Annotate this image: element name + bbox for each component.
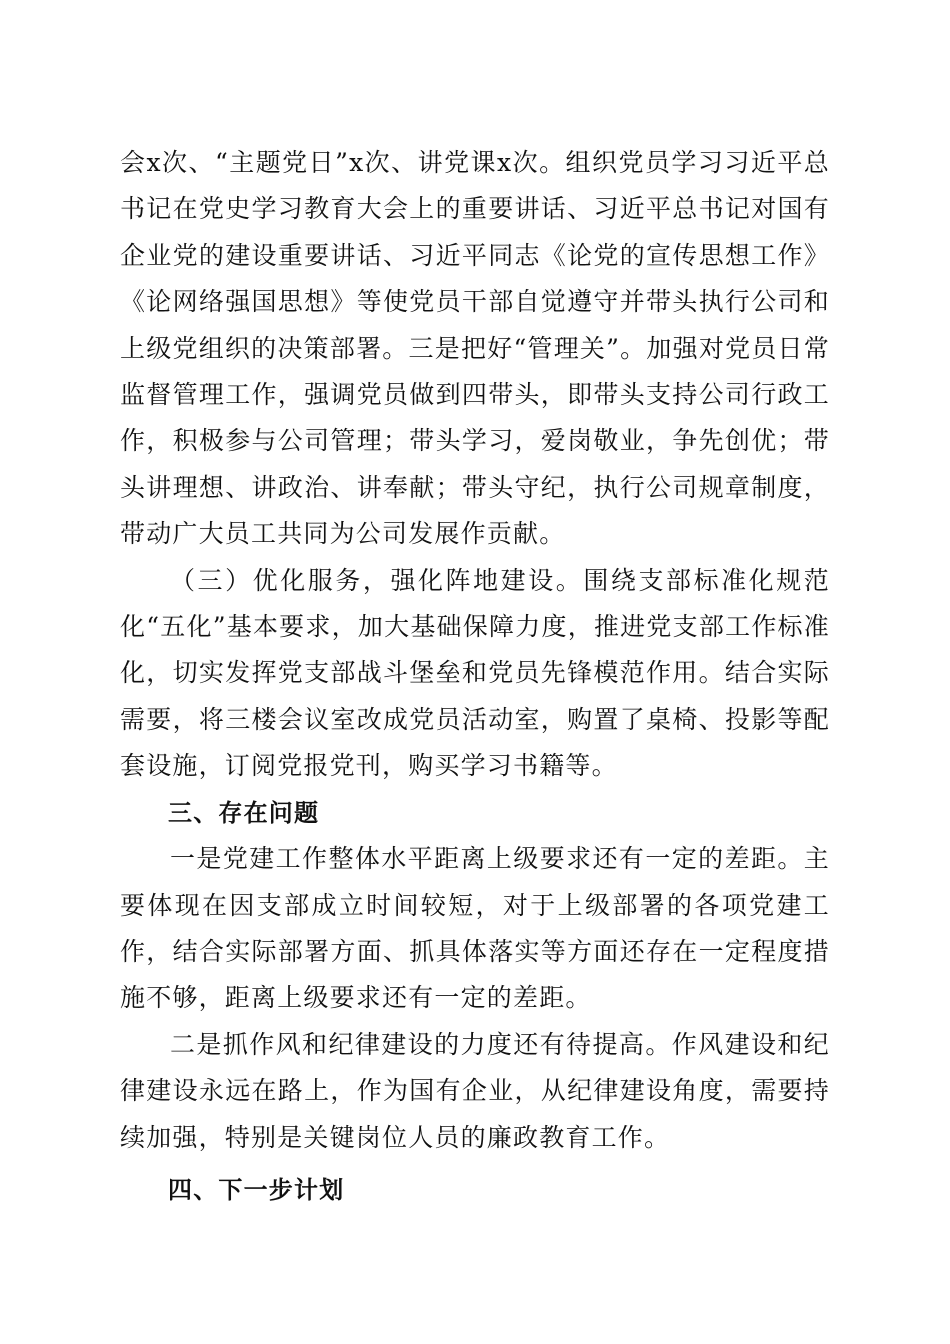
paragraph-optimize-service: （三）优化服务，强化阵地建设。围绕支部标准化规范化“五化”基本要求，加大基础保障力度，推进党支部工作标准化，切实发挥党支部战斗堡垒和党员先锋模范作用。结合实际需要，将三楼会议室改成党员活动室，购置了桌椅、投影等配套设施，订阅党报党刊，购买学习书籍等。 <box>120 565 830 781</box>
paragraph-problem-one: 一是党建工作整体水平距离上级要求还有一定的差距。主要体现在因支部成立时间较短，对于上级部署的各项党建工作，结合实际部署方面、抓具体落实等方面还存在一定程度措施不够，距离上级要求还有一定的差距。 <box>120 844 830 1013</box>
paragraph-problem-two: 二是抓作风和纪律建设的力度还有待提高。作风建设和纪律建设永远在路上，作为国有企业，从纪律建设角度，需要持续加强，特别是关键岗位人员的廉政教育工作。 <box>120 1029 830 1152</box>
paragraph-party-activities: 会x次、“主题党日”x次、讲党课x次。组织党员学习习近平总书记在党史学习教育大会上的重要讲话、习近平总书记对国有企业党的建设重要讲话、习近平同志《论党的宣传思想工作》《论网络强国思想》等使党员干部自觉遵守并带头执行公司和上级党组织的决策部署。三是把好“管理关”。加强对党员日常监督管理工作，强调党员做到四带头，即带头支持公司行政工作，积极参与公司管理；带头学习，爱岗敬业，争先创优；带头讲理想、讲政治、讲奉献；带头守纪，执行公司规章制度，带动广大员工共同为公司发展作贡献。 <box>120 148 830 549</box>
section-heading-existing-problems: 三、存在问题 <box>168 798 320 827</box>
section-heading-next-plan: 四、下一步计划 <box>168 1175 345 1204</box>
document-body <box>120 140 830 1213</box>
